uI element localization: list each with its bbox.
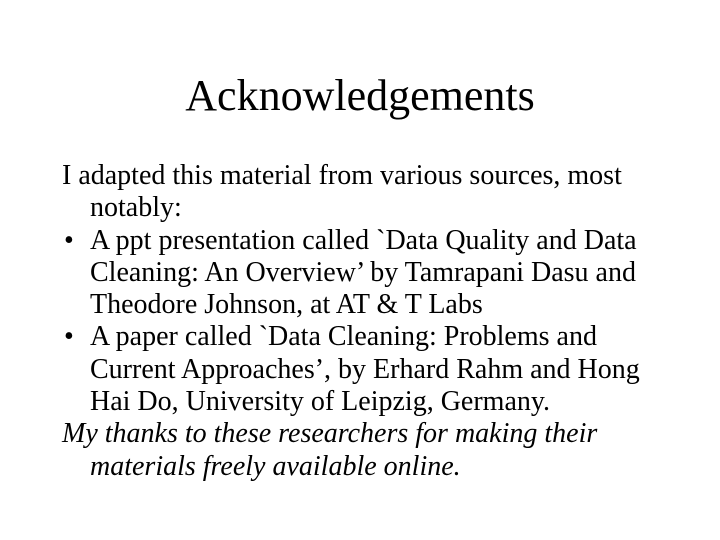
bullet-text: A paper called `Data Cleaning: Problems and Current Approaches’, by Erhard Rahm and Hong Hai Do, University of Leipzig, Germany. <box>90 321 640 418</box>
slide-title: Acknowledgements <box>185 71 535 120</box>
bullet-text: A ppt presentation called `Data Quality and Data Cleaning: An Overview’ by Tamrapani Dasu and Theodore Johnson, at AT & T Labs <box>90 224 637 321</box>
bullet-icon: • <box>64 224 74 256</box>
bullet-icon: • <box>64 321 74 353</box>
slide-body <box>62 160 682 483</box>
closing-paragraph: My thanks to these researchers for making their materials freely available online. <box>62 418 598 482</box>
bullet-item-2 <box>62 321 682 418</box>
intro-paragraph: I adapted this material from various sources, most notably: <box>62 160 622 224</box>
bullet-item-1 <box>62 225 682 322</box>
